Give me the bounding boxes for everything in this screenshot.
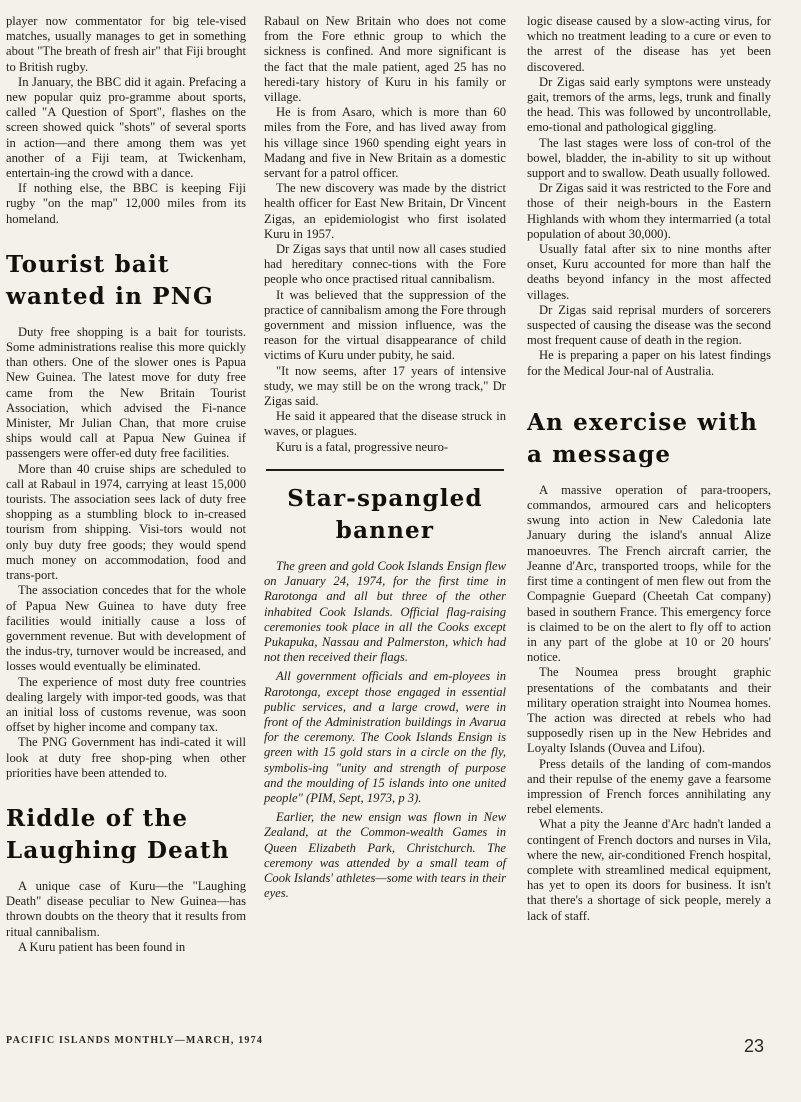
headline-exercise: An exercise with a message	[527, 408, 759, 468]
article-text: "It now seems, after 17 years of intensive study, we may still be on the wrong track," Dr Zigas said.	[264, 363, 506, 409]
headline-tourist-bait: Tourist bait wanted in PNG	[6, 250, 214, 310]
article-text: He said it appeared that the disease struck in waves, or plagues.	[264, 409, 506, 439]
page-number: 23	[744, 1036, 765, 1056]
headline-riddle: Riddle of the Laughing Death	[6, 804, 230, 864]
article-text: Rabaul on New Britain who does not come from the Fore ethnic group to which the sickness is confined. And more significant is the fact that the male patient, aged 25 has no heredi-tary history of Kuru in his family or village.	[264, 14, 506, 105]
column-1	[6, 14, 246, 955]
article-text: The experience of most duty free countries dealing largely with impor-ted goods, was that an initial loss of customs revenue, was soon offset by higher income and company tax.	[6, 674, 246, 735]
article-text: logic disease caused by a slow-acting virus, for which no treatment leading to a cure or even to the arrest of the disease has yet been discovered.	[527, 14, 771, 74]
article-text: The new discovery was made by the district health officer for East New Britain, Dr Vincent Zigas, an epidemiologist who first isolated Kuru in 1957.	[264, 181, 506, 241]
article-text: If nothing else, the BBC is keeping Fiji rugby "on the map" 12,000 miles from its homeland.	[6, 181, 246, 226]
article-text: Kuru is a fatal, progressive neuro-	[276, 439, 449, 454]
publication-footer: PACIFIC ISLANDS MONTHLY—MARCH, 1974	[6, 1035, 264, 1046]
article-text: The PNG Government has indi-cated it will look at duty free shop-ping when other priorities have been attended to.	[6, 735, 246, 780]
article-text: Dr Zigas says that until now all cases studied had hereditary connec-tions with the Fore people who once practised ritual cannibalism.	[264, 242, 506, 287]
article-text: A unique case of Kuru—the "Laughing Death" disease peculiar to New Guinea—has thrown doubts on the theory that it results from ritual cannibalism.	[6, 878, 246, 939]
article-text: He is from Asaro, which is more than 60 miles from the Fore, and has lived away from his village since 1960 spending eight years in Madang and five in New Britain as a domestic servant for a patrol officer.	[264, 105, 506, 181]
article-text: What a pity the Jeanne d'Arc hadn't landed a contingent of French doctors and nurses in Vila, where the new, air-conditioned French hospital, complete with streamlined medical equipment, has yet to open its doors for business. It isn't that there's a shortage of sick people, merely a lack of staff.	[527, 817, 771, 923]
article-text: The Noumea press brought graphic presentations of the combatants and their military operation straight into Noumea homes. The action was directed at rebels who had supposedly risen up in the New Hebrides and Loyalty Islands (Ouvea and Lifou).	[527, 665, 771, 756]
article-text: The association concedes that for the whole of Papua New Guinea to have duty free facilities would initially cause a loss of government revenue. But with development of the indus-try, turnover would be increased, and losses would eventually be eliminated.	[6, 583, 246, 674]
article-text: It was believed that the suppression of the practice of cannibalism among the Fore through government and mission influence, was the reason for the virtual disappearance of child victims of Kuru under pubity, he said.	[264, 287, 507, 363]
article-text: Dr Zigas said it was restricted to the Fore and those of their neigh-bours in the Eastern Highlands with whom they intermarried (a total population of about 30,000).	[527, 181, 771, 241]
article-text: The green and gold Cook Islands Ensign flew on January 24, 1974, for the first time in Rarotonga and all but three of the other inhabited Cook Islands. Official flag-raising ceremonies took place in all the Cooks except Pukapuka, Nassau and Palmerston, which had not then received their flags.	[264, 558, 506, 665]
column-2	[264, 14, 506, 901]
article-text: Dr Zigas said early symptons were unsteady gait, tremors of the arms, legs, trunk and finally the head. This was followed by uncontrollable, emo-tional and pathological giggling.	[527, 74, 771, 135]
article-text: A massive operation of para-troopers, commandos, armoured cars and helicopters swung into action in New Caledonia late January during the island's annual Alize manoeuvres. The French aircraft carrier, the Jeanne d'Arc, transported troops, while for the first time a contingent of men flew out from the Compagnie Guepard (Cheetah Cat company) based in southern France. This emergency force is claimed to be on the alert to fly off to action in any part of the globe at 10 or 20 hours' notice.	[527, 482, 771, 665]
article-text: player now commentator for big tele-vised matches, usually manages to get in something about "The breath of fresh air" that Fiji brought to British rugby.	[6, 14, 246, 74]
article-text: Press details of the landing of com-mandos and their repulse of the enemy gave a fearsome impression of French forces annihilating any rebel elements.	[527, 756, 771, 817]
article-text: Dr Zigas said reprisal murders of sorcerers suspected of causing the disease was the second most frequent cause of death in the region.	[527, 302, 771, 348]
article-text: A Kuru patient has been found in	[18, 939, 186, 954]
section-divider	[266, 469, 504, 471]
column-3	[527, 14, 771, 924]
banner-article	[264, 559, 506, 901]
article-text: Duty free shopping is a bait for tourists. Some administrations realise this more quickly than others. One of the slower ones is Papua New Guinea. The latest move for duty free came from the New Britain Tourist Association, which advised the Fi-nance Minister, Mr Julian Chan, that more cruise ships would call at Papua New Guinea if passengers were offer-ed duty free facilities.	[6, 324, 246, 461]
article-text: In January, the BBC did it again. Prefacing a new popular quiz pro-gramme about sports, called "A Question of Sport", flashes on the screen showed quick "shots" of several sports in action—and there among them was yet another of a Fiji team, at Twickenham, entertain-ing the crowd with a dance.	[6, 74, 246, 181]
article-text: More than 40 cruise ships are scheduled to call at Rabaul in 1974, carrying at least 15,000 tourists. The association sees lack of duty free shopping as a stumbling block to in-creased tourism from shipping. Visi-tors would not only buy duty free goods; they would spend much money on accommodation, food and trans-port.	[6, 461, 246, 583]
article-text: All government officials and em-ployees in Rarotonga, except those engaged in essential public services, and a large crowd, were in front of the Administration buildings in Avarua for the ceremony. The Cook Islands Ensign is green with 15 gold stars in a circle on the fly, symbolis-ing "unity and strength of purpose and the moulding of 15 islands into one united people" (PIM, Sept, 1973, p 3).	[264, 669, 506, 805]
article-text: He is preparing a paper on his latest findings for the Medical Jour-nal of Australia.	[527, 348, 771, 378]
article-text: Earlier, the new ensign was flown in New Zealand, at the Common-wealth Games in Queen Elizabeth Park, Christchurch. The ceremony was attended by a small team of Cook Islands' athletes—some with tears in their eyes.	[264, 810, 506, 901]
headline-star-spangled: Star-spangled banner	[287, 484, 483, 544]
article-text: Usually fatal after six to nine months after onset, Kuru accounted for more than half the deaths beyond infancy in the most affected villages.	[527, 242, 771, 302]
article-text: The last stages were loss of con-trol of the bowel, bladder, the in-ability to sit up without support and to swallow. Death usually followed.	[527, 135, 771, 181]
